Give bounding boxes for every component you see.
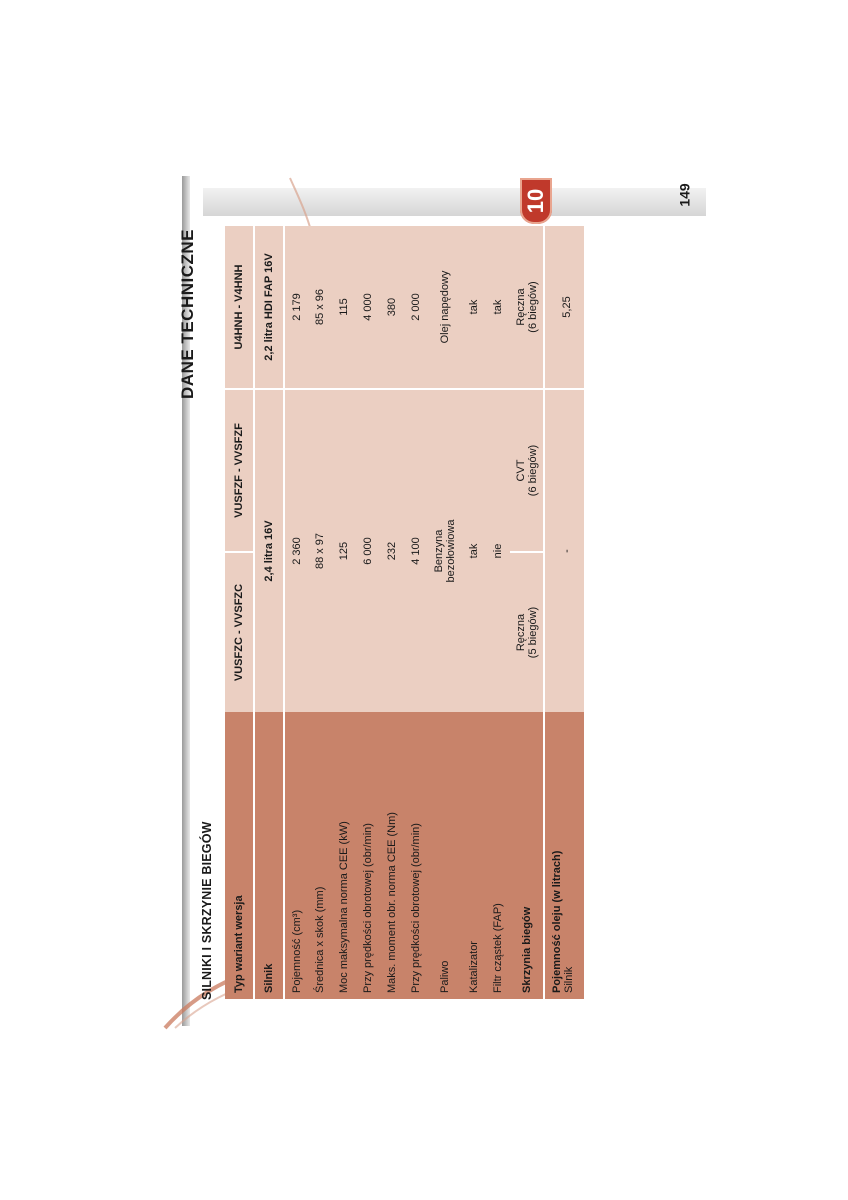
row-value: 2 000	[404, 226, 428, 389]
table-row-gearbox	[510, 226, 544, 999]
row-value: 4 100	[404, 389, 428, 712]
gearbox-col1: Ręczna (5 biegów)	[510, 552, 544, 712]
row-value: 2 360	[284, 389, 308, 712]
fuel-line1: Benzyna	[433, 529, 445, 573]
row-value: tak	[462, 389, 486, 712]
version-col1: VUSFZC - VVSFZC	[225, 552, 254, 712]
table-row-engine	[254, 226, 284, 999]
table-row	[380, 226, 404, 999]
engine-label: Silnik	[254, 712, 284, 999]
version-label: Typ wariant wersja	[225, 712, 254, 999]
row-label: Filtr cząstek (FAP)	[486, 712, 510, 999]
table-row-version	[225, 226, 254, 999]
row-label: Katalizator	[462, 712, 486, 999]
oil-col12: -	[544, 389, 584, 712]
table-row	[404, 226, 428, 999]
row-value: 6 000	[356, 389, 380, 712]
table-row	[332, 226, 356, 999]
fuel-line2: bezołowiowa	[445, 519, 457, 583]
row-value: 232	[380, 389, 404, 712]
gearbox-label: Skrzynia biegów	[510, 712, 544, 999]
oil-sub-label: Silnik	[563, 966, 575, 993]
header-band	[203, 188, 706, 216]
table-row	[356, 226, 380, 999]
row-value: tak	[486, 226, 510, 389]
row-value: nie	[486, 389, 510, 712]
row-label: Przy prędkości obrotowej (obr/min)	[356, 712, 380, 999]
oil-col3: 5,25	[544, 226, 584, 389]
chapter-number: 10	[522, 188, 548, 214]
table-row	[486, 226, 510, 999]
row-value: 4 000	[356, 226, 380, 389]
engine-col3: 2,2 litra HDI FAP 16V	[254, 226, 284, 389]
gearbox-col2: CVT (6 biegów)	[510, 389, 544, 552]
row-label: Pojemność (cm³)	[284, 712, 308, 999]
oil-label-cell	[544, 712, 584, 999]
section-title: SILNIKI I SKRZYNIE BIEGÓW	[200, 821, 214, 1000]
row-value: 125	[332, 389, 356, 712]
row-label: Paliwo	[428, 712, 462, 999]
table-row	[284, 226, 308, 999]
table-row	[308, 226, 332, 999]
engine-spec-table	[225, 226, 584, 999]
row-value: 88 x 97	[308, 389, 332, 712]
row-value: 380	[380, 226, 404, 389]
table-row-oil	[544, 226, 584, 999]
row-value: 2 179	[284, 226, 308, 389]
version-col2: VUSFZF - VVSFZF	[225, 389, 254, 552]
row-value: 115	[332, 226, 356, 389]
row-value: tak	[462, 226, 486, 389]
document-title: DANE TECHNICZNE	[178, 229, 197, 399]
row-label: Średnica x skok (mm)	[308, 712, 332, 999]
page-number: 149	[676, 183, 693, 207]
row-value	[428, 389, 462, 712]
oil-label: Pojemność oleju (w litrach)	[551, 850, 563, 993]
row-value: Olej napędowy	[428, 226, 462, 389]
table-row	[462, 226, 486, 999]
engine-col12: 2,4 litra 16V	[254, 389, 284, 712]
table-row	[428, 226, 462, 999]
row-value: 85 x 96	[308, 226, 332, 389]
rotated-content	[178, 225, 575, 1025]
row-label: Maks. moment obr. norma CEE (Nm)	[380, 712, 404, 999]
row-label: Moc maksymalna norma CEE (kW)	[332, 712, 356, 999]
gearbox-col3: Ręczna (6 biegów)	[510, 226, 544, 389]
row-label: Przy prędkości obrotowej (obr/min)	[404, 712, 428, 999]
version-col3: U4HNH - V4HNH	[225, 226, 254, 389]
